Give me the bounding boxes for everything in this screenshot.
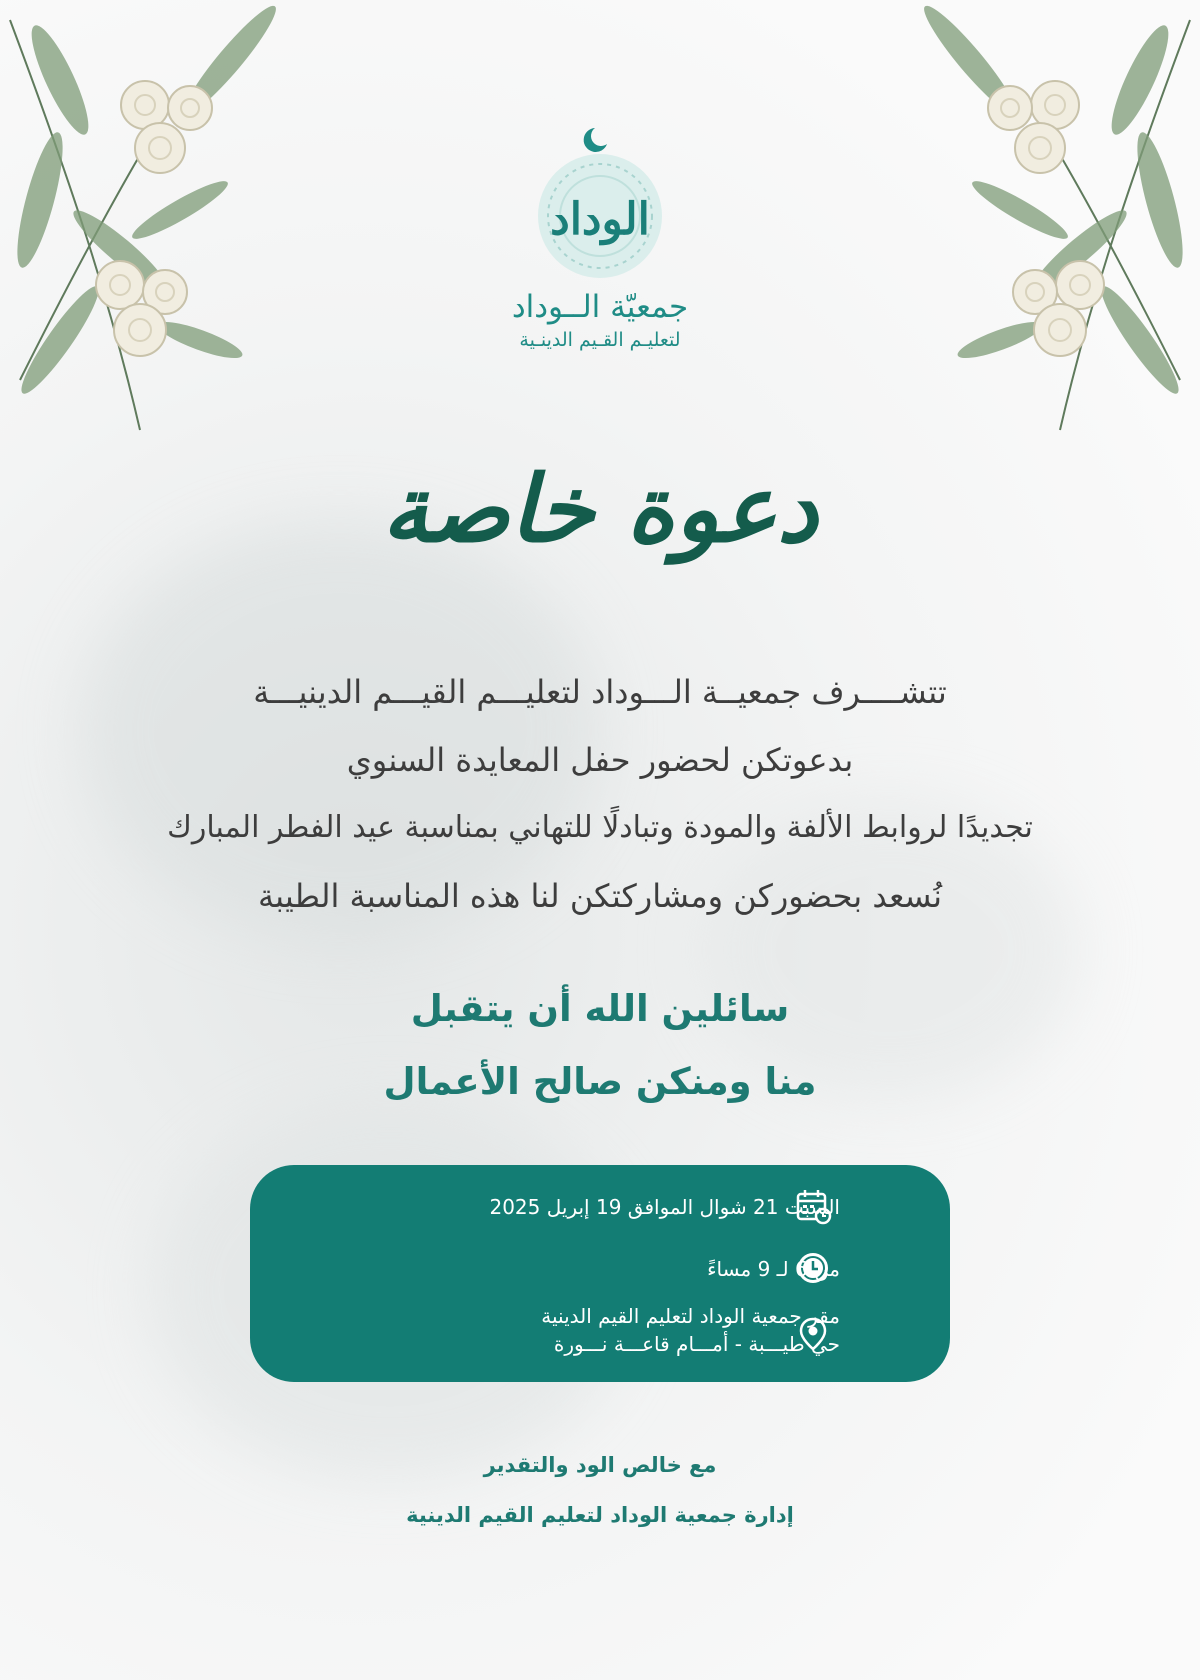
body-line-3: تجديدًا لروابط الألفة والمودة وتبادلًا للتهاني بمناسبة عيد الفطر المبارك [167, 810, 1033, 845]
location-line-1: مقر جمعية الوداد لتعليم القيم الدينية [541, 1304, 840, 1328]
body-line-1: تتشــــرف جمعيــة الـــوداد لتعليـــم القيـــم الدينيـــة [253, 673, 947, 711]
prayer-line-1: سائلين الله أن يتقبل [410, 987, 790, 1030]
event-date: السبت 21 شوال الموافق 19 إبريل 2025 [489, 1195, 840, 1219]
signature-line-2: إدارة جمعية الوداد لتعليم القيم الدينية [406, 1503, 794, 1527]
event-time: من 6 لـ 9 مساءً [707, 1257, 840, 1281]
event-details-box [250, 1165, 950, 1382]
location-line-2: حي طيـــبة - أمـــام قاعـــة نـــورة [553, 1332, 840, 1356]
organization-subtitle: لتعليـم القـيم الدينـية [519, 329, 681, 351]
logo-emblem [525, 118, 675, 283]
signature-line-1: مع خالص الود والتقدير [483, 1453, 717, 1477]
logo-calligraphy: الوداد [550, 194, 650, 245]
signature [0, 1450, 1200, 1550]
event-location [541, 1302, 840, 1358]
invitation-title: دعوة خاصة [382, 455, 818, 563]
body-line-4: نُسعد بحضوركن ومشاركتكن لنا هذه المناسبة الطيبة [258, 877, 942, 915]
invitation-body [40, 672, 1160, 944]
prayer-text [0, 985, 1200, 1131]
organization-name: جمعيّة الــوداد [511, 289, 689, 325]
organization-logo [0, 118, 1200, 351]
prayer-line-2: منا ومنكن صالح الأعمال [383, 1060, 817, 1103]
body-line-2: بدعوتكن لحضور حفل المعايدة السنوي [346, 741, 854, 779]
